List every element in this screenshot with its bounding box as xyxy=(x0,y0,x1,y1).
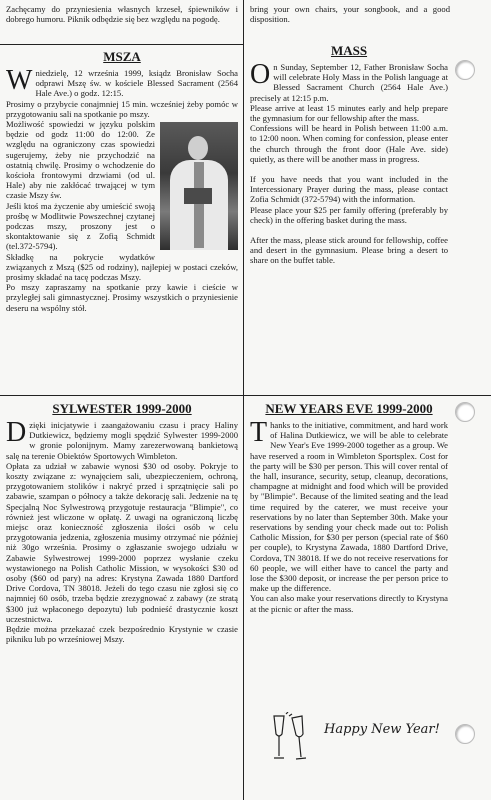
section-divider xyxy=(0,44,243,45)
happy-new-year-graphic xyxy=(262,706,482,766)
sylwester-article xyxy=(6,402,238,796)
section-divider xyxy=(0,395,491,396)
mass-p6: After the mass, please stick around for fellowship, coffee and desert in the gymnasium. Please bring a desert to share on the buffet table. xyxy=(250,235,448,266)
mass-dropcap: O xyxy=(250,59,271,90)
msza-p2: Prosimy o przybycie conajmniej 15 min. wcześniej żeby pomóc w przygotowaniu sali na spotkanie po mszy. xyxy=(6,98,238,119)
nye-p1: hanks to the initiative, commitment, and hard work of Halina Dutkiewicz, we will be able to celebrate New Year's Eve 1999-2000 together as a group. We have reserved a room in Wimbleton Sportsplex. Cost for the party will be $30 per person. This will cover rental of the hall, insurance, security, setup, cleanup, decorations, champagne at midnight and food which will be provided by "Blimpie". Because of the limited seating and the lead time required by the caterer, we must receive your reservations by no later than September 30th. Make your reservations by sending your check made out to: Polish Catholic Mission, for $30 per person (special rate of $60 per couple), to Krystyna Zawada, 1880 Dartford Drive, Cordova, TN 38018. If we do not receive reservations for 60 people, we will either have to cancel the party and lose the $300 deposit, or increase the per person price to make up the difference. xyxy=(250,420,448,594)
mass-article xyxy=(250,44,448,392)
nye-p2: You can also make your reservations directly to Krystyna at the picnic or after the mass. xyxy=(250,593,448,614)
mass-p2: Please arrive at least 15 minutes early and help prepare the gymnasium for our fellowship after the mass. xyxy=(250,102,448,124)
mass-p5: Please place your $25 per family offering (preferably by check) in the offering basket during the mass. xyxy=(250,204,448,225)
intro-text-pl: Zachęcamy do przyniesienia własnych krzeseł, śpiewników i dobrego humoru. Piknik odbędzie się bez względu na pogodę. xyxy=(6,4,238,25)
nye-title: NEW YEARS EVE 1999-2000 xyxy=(265,402,433,416)
msza-dropcap: W xyxy=(6,65,33,96)
msza-p3: Możliwość spowiedzi w języku polskim będzie od godz 11:00 do 12:00. Ze względu na ograniczony czas spowiedzi sugerujemy, żeby nie przychodzić na ostatnią chwilę. Prosimy o wchodzenie do kościoła frontowymi drzwiami (od ul. Hale) aby nie zakłócać trwającej w tym czasie Mszy św. xyxy=(6,119,155,201)
punch-hole xyxy=(455,60,475,80)
msza-article xyxy=(6,50,238,390)
mass-p4: If you have needs that you want included in the Intercessionary Prayer during the mass, please contact Zofia Schmidt (372-5794) with the information. xyxy=(250,174,448,205)
sylwester-title: SYLWESTER 1999-2000 xyxy=(52,402,192,416)
nye-dropcap: T xyxy=(250,417,268,448)
msza-p6: Po mszy zapraszamy na spotkanie przy kawie i cieście w przyległej sali gimnastycznej. Prosimy wszystkich o przyniesienie deseru na wspólny stół. xyxy=(6,282,238,313)
happy-new-year-text: Happy New Year! xyxy=(324,722,440,737)
mass-p1: n Sunday, September 12, Father Bronisław Socha will celebrate Holy Mass in the Polish language at Blessed Sacrament Church (2564 Hale Ave.) precisely at 12:15 p.m. xyxy=(250,62,448,103)
champagne-glasses-icon xyxy=(270,712,310,766)
mass-title: MASS xyxy=(330,44,368,58)
msza-p5: Składkę na pokrycie wydatków związanych z Mszą ($25 od rodziny), najlepiej w postaci czeków, prosimy składać na tacę podczas Mszy. xyxy=(6,251,238,283)
mass-p3: Confessions will be heard in Polish between 11:00 a.m. to 12:00 noon. When coming for confession, please enter the church through the front door (Hale Ave. side) quietly, as there will be another mass in progress. xyxy=(250,123,448,164)
punch-hole xyxy=(455,402,475,422)
column-divider xyxy=(243,0,244,800)
sylwester-p1: zięki inicjatywie i zaangażowaniu czasu i pracy Haliny Dutkiewicz, będziemy mogli spędzić Sylwester 1999-2000 w gronie polonijnym. Mamy zarezerwowaną bankietową salę na terenie Obiektów Sportowych Wimbleton. xyxy=(6,420,238,461)
priest-photo xyxy=(160,122,238,250)
nye-article xyxy=(250,402,448,702)
intro-text-en: bring your own chairs, your songbook, and a good disposition. xyxy=(250,4,450,25)
msza-p1: niedzielę, 12 września 1999, ksiądz Bronisław Socha odprawi Mszę św. w kościele Blessed Sacrament (2564 Hale Ave.) o godz. 12:15. xyxy=(35,68,238,99)
sylwester-p3: Będzie można przekazać czek bezpośrednio Krystynie w czasie pikniku lub po wrześniowej Mszy. xyxy=(6,624,238,645)
sylwester-dropcap: D xyxy=(6,417,27,448)
sylwester-p2: Opłata za udział w zabawie wynosi $30 od osoby. Pokryje to koszty związane z: wynajęciem sali, ubezpieczeniem, ochroną, przygotowaniem stolików i nakryć przed i sprzątnięcie sali po zabawie, szampan o północy a także dekorację sali. Jedzenie na tę Specjalną Noc Sylwestrową przygotuje restauracja "Blimpie", co również jest wliczone w opłatę. Z uwagi na ograniczoną liczbę miejsc oraz konieczność zgłoszenia ilości osób w celu przygotowania jedzenia, zgłoszenia musimy otrzymać nie później niż 30go września. Prosimy o zgłaszanie swojego udziału w Zabawie Sylwestrowej 1999-2000 poprzez wysłanie czeku wystawionego na Polish Catholic Mission, w wysokości $30 od osoby ($60 od pary) na adres: Krystyna Zawada 1880 Dartford Drive Cordova, TN 38018. Jeżeli do tego czasu nie zgłosi się co najmniej 60 osób, trzeba będzie zrezygnować z zabawy (ze stratą $300 już wpłaconego depozytu) lub podnieść drastycznie koszt uczestnictwa. xyxy=(6,460,238,624)
msza-title: MSZA xyxy=(103,50,141,64)
msza-p4: Jeśli ktoś ma życzenie aby umieścić swoją prośbę w Modlitwie Powszechnej czytanej podczas mszy, proszony jest o skontaktowanie się z Zofią Schmidt (tel.372-5794). xyxy=(6,200,155,252)
